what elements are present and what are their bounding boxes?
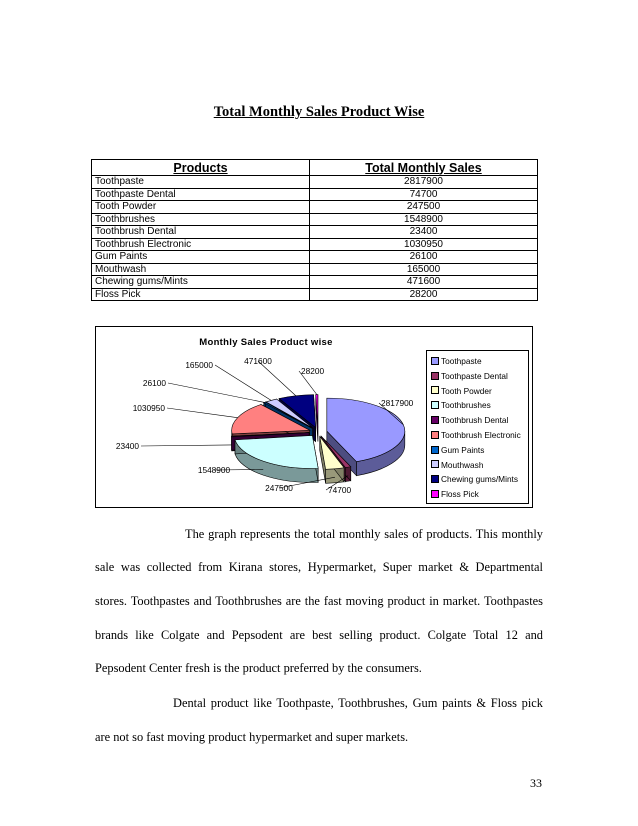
leader-line [141,445,232,446]
data-label: 165000 [185,360,213,370]
paragraph-line: are not so fast moving product hypermarket and super markets. [95,730,409,744]
page-number: 33 [530,776,542,790]
leader-line [167,408,238,418]
legend-label: Toothpaste Dental [441,370,508,381]
data-label: 23400 [115,441,139,451]
legend-swatch [431,460,439,468]
product-cell: Chewing gums/Mints [92,276,310,289]
data-label: 1548900 [197,465,231,475]
sales-cell: 26100 [310,251,538,264]
legend-label: Gum Paints [441,444,485,455]
leader-line [168,383,265,402]
chart-title: Monthly Sales Product wise [199,337,333,348]
legend-item [431,429,521,441]
legend-item [431,370,508,382]
product-cell: Tooth Powder [92,201,310,214]
data-label: 74700 [328,485,352,495]
legend-item [431,488,479,500]
legend-label: Toothpaste [441,356,482,366]
sales-cell: 1030950 [310,238,538,251]
legend-item [431,399,491,411]
table-header-row [92,160,538,176]
page-title: Total Monthly Sales Product Wise [213,104,425,120]
leader-line [258,361,296,396]
legend-label: Mouthwash [441,459,484,470]
legend-label: Toothbrush Dental [441,415,509,426]
sales-cell: 2817900 [310,176,538,189]
legend-item [431,414,508,426]
product-cell: Toothpaste Dental [92,188,310,201]
legend-item [431,459,483,471]
paragraph-line: Dental product like Toothpaste, Toothbrushes, Gum paints & Floss pick [173,696,543,710]
pie-slice [316,395,318,442]
table-row [92,263,538,276]
legend-item [431,473,518,485]
product-cell: Toothbrush Dental [92,226,310,239]
sales-table [91,159,538,301]
table-row [92,188,538,201]
legend-label: Tooth Powder [441,385,492,396]
product-cell: Toothpaste [92,176,310,189]
pie-slice [235,435,318,482]
legend-swatch [431,401,439,409]
legend-swatch [431,386,439,394]
sales-cell: 28200 [310,288,538,301]
product-cell: Toothbrush Electronic [92,238,310,251]
data-label: 28200 [301,366,325,376]
legend-swatch [431,431,439,439]
product-cell: Mouthwash [92,263,310,276]
sales-cell: 247500 [310,201,538,214]
pie-chart [95,326,533,508]
sales-column-header: Total Monthly Sales [310,160,538,176]
table-row [92,176,538,189]
legend-swatch [431,446,439,454]
table-row [92,276,538,289]
paragraph-line: stores. Toothpastes and Toothbrushes are the fast moving product in market. Toothpastes [95,594,543,608]
table-row [92,251,538,264]
legend-swatch [431,475,439,483]
data-label: 1030950 [132,403,165,413]
legend-swatch [431,416,439,424]
table-row [92,288,538,301]
product-cell: Toothbrushes [92,213,310,226]
sales-cell: 1548900 [310,213,538,226]
products-column-header: Products [92,160,310,176]
sales-cell: 471600 [310,276,538,289]
table-row [92,226,538,239]
sales-cell: 23400 [310,226,538,239]
legend-label: Toothbrush Electronic [441,430,521,440]
data-label: 247500 [265,483,293,493]
sales-cell: 165000 [310,263,538,276]
legend-item [431,385,492,397]
data-label: 471600 [244,356,272,366]
paragraph-line: sale was collected from Kirana stores, Hypermarket, Super market & Departmental [95,560,543,574]
pie-chart-plot [96,327,426,507]
paragraph-line: Pepsodent Center fresh is the product preferred by the consumers. [95,661,422,675]
table-row [92,201,538,214]
legend-swatch [431,490,439,498]
paragraph-line: The graph represents the total monthly sales of products. This monthly [185,527,543,541]
legend-label: Floss Pick [441,489,479,500]
sales-cell: 74700 [310,188,538,201]
legend-item [431,355,482,367]
legend-item [431,444,484,456]
paragraph-line: brands like Colgate and Pepsodent are best selling product. Colgate Total 12 and [95,628,543,642]
legend-swatch [431,357,439,365]
leader-line [215,365,271,400]
data-label: 2817900 [381,398,414,408]
legend-swatch [431,372,439,380]
legend-label: Toothbrushes [441,400,491,411]
product-cell: Gum Paints [92,251,310,264]
product-cell: Floss Pick [92,288,310,301]
data-label: 26100 [142,378,166,388]
chart-legend [426,350,529,504]
legend-label: Chewing gums/Mints [441,474,519,485]
table-row [92,213,538,226]
table-row [92,238,538,251]
